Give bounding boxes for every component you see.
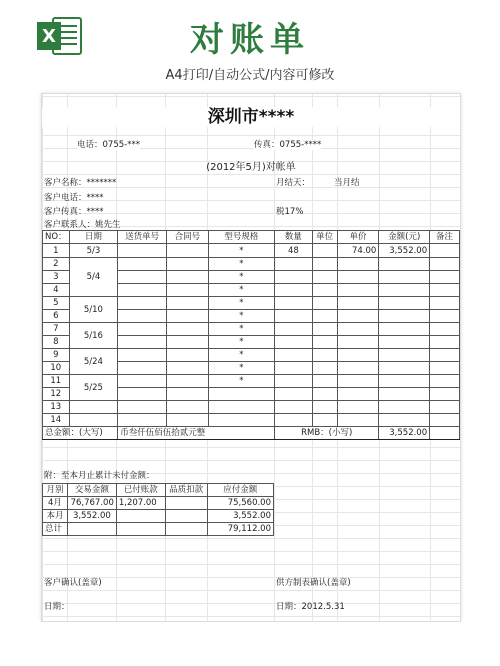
- col-qty-header: 数量: [275, 231, 313, 244]
- summary-header-row: [43, 484, 274, 497]
- col-amount-header: 金额(元): [379, 231, 430, 244]
- table-row: [43, 349, 460, 362]
- total-label: 总金额：(大写): [43, 427, 118, 440]
- col-model-header: 型号规格: [208, 231, 274, 244]
- summary-trade: [67, 523, 116, 536]
- summary-deduct: [165, 510, 207, 523]
- row-model: *: [208, 336, 274, 349]
- month-end-value: 当月结: [334, 178, 360, 188]
- summary-payable: 79,112.00: [207, 523, 273, 536]
- table-row: [43, 414, 460, 427]
- table-row: [43, 375, 460, 388]
- total-row: [43, 427, 460, 440]
- row-date: 5/16: [69, 323, 118, 349]
- spreadsheet-page: [41, 93, 461, 622]
- table-row: [43, 401, 460, 414]
- col-unit-header: 单位: [312, 231, 337, 244]
- row-date: 5/3: [69, 244, 118, 258]
- summary-row: [43, 510, 274, 523]
- row-date: 5/4: [69, 258, 118, 297]
- row-model: *: [208, 271, 274, 284]
- row-amount: 3,552.00: [379, 244, 430, 258]
- summary-row: [43, 523, 274, 536]
- row-price: 74.00: [337, 244, 379, 258]
- summary-paid: [116, 510, 165, 523]
- summary-paid: 1,207.00: [116, 497, 165, 510]
- row-model: *: [208, 362, 274, 375]
- row-no: 12: [43, 388, 70, 401]
- row-no: 3: [43, 271, 70, 284]
- table-row: [43, 297, 460, 310]
- banner: [0, 0, 500, 90]
- supplier-fax: 传真：0755-****: [254, 140, 322, 150]
- summary-deduct: [165, 523, 207, 536]
- row-date: 5/25: [69, 375, 118, 401]
- summary-col-month: 月别: [43, 484, 68, 497]
- row-model: *: [208, 258, 274, 271]
- row-model: *: [208, 323, 274, 336]
- supplier-phone: 电话：0755-***: [77, 140, 140, 150]
- summary-month: 总计: [43, 523, 68, 536]
- customer-name: 客户名称：*******: [44, 178, 117, 188]
- summary-col-payable: 应付金额: [207, 484, 273, 497]
- customer-date: 日期：: [44, 602, 70, 612]
- summary-deduct: [165, 497, 207, 510]
- row-model: *: [208, 310, 274, 323]
- summary-payable: 75,560.00: [207, 497, 273, 510]
- row-no: 1: [43, 244, 70, 258]
- row-no: 11: [43, 375, 70, 388]
- summary-col-deduct: 品质扣款: [165, 484, 207, 497]
- table-row: [43, 244, 460, 258]
- col-date-header: 日期: [69, 231, 118, 244]
- row-date: 5/24: [69, 349, 118, 375]
- page-footer: [0, 622, 500, 666]
- excel-icon-letter: X: [42, 26, 56, 47]
- table-row: [43, 323, 460, 336]
- total-words: 币叁仟伍佰伍拾贰元整: [118, 427, 275, 440]
- statement-table: [42, 230, 460, 440]
- customer-contact: 客户联系人：姚先生: [44, 220, 121, 230]
- table-header-row: [43, 231, 460, 244]
- row-qty: 48: [275, 244, 313, 258]
- banner-title: 对账单: [190, 20, 310, 60]
- summary-month: 本月: [43, 510, 68, 523]
- customer-confirm: 客户确认(盖章): [44, 578, 102, 588]
- row-no: 14: [43, 414, 70, 427]
- summary-table: [42, 483, 274, 536]
- row-model: *: [208, 349, 274, 362]
- summary-col-paid: 已付账款: [116, 484, 165, 497]
- rmb-label: RMB：(小写): [275, 427, 379, 440]
- banner-subtitle: A4打印/自动公式/内容可修改: [165, 68, 335, 83]
- tax-rate: 税17%: [276, 207, 304, 217]
- row-no: 6: [43, 310, 70, 323]
- col-contract-header: 合同号: [167, 231, 209, 244]
- col-no-header: NO：: [43, 231, 70, 244]
- summary-paid: [116, 523, 165, 536]
- summary-trade: 3,552.00: [67, 510, 116, 523]
- row-no: 9: [43, 349, 70, 362]
- summary-row: [43, 497, 274, 510]
- company-name: 深圳市****: [42, 107, 460, 127]
- row-model: *: [208, 375, 274, 388]
- summary-payable: 3,552.00: [207, 510, 273, 523]
- row-date: 5/10: [69, 297, 118, 323]
- col-delivery-header: 送货单号: [118, 231, 167, 244]
- row-model: *: [208, 244, 274, 258]
- row-no: 7: [43, 323, 70, 336]
- summary-note: 附：至本月止累计未付金额：: [44, 471, 155, 481]
- row-no: 4: [43, 284, 70, 297]
- row-no: 10: [43, 362, 70, 375]
- col-price-header: 单价: [337, 231, 379, 244]
- month-end-label: 月结天：: [276, 178, 311, 188]
- col-remark-header: 备注: [430, 231, 460, 244]
- row-no: 13: [43, 401, 70, 414]
- supplier-date: 日期：2012.5.31: [276, 602, 345, 612]
- summary-trade: 76,767.00: [67, 497, 116, 510]
- row-model: *: [208, 297, 274, 310]
- summary-month: 4月: [43, 497, 68, 510]
- row-no: 5: [43, 297, 70, 310]
- customer-phone: 客户电话：****: [44, 193, 104, 203]
- total-amount: 3,552.00: [379, 427, 430, 440]
- row-model: *: [208, 284, 274, 297]
- summary-col-trade: 交易金额: [67, 484, 116, 497]
- table-row: [43, 258, 460, 271]
- row-no: 2: [43, 258, 70, 271]
- statement-period: (2012年5月)对帐单: [206, 162, 296, 173]
- supplier-confirm: 供方制表确认(盖章): [276, 578, 351, 588]
- customer-fax: 客户传真：****: [44, 207, 104, 217]
- row-no: 8: [43, 336, 70, 349]
